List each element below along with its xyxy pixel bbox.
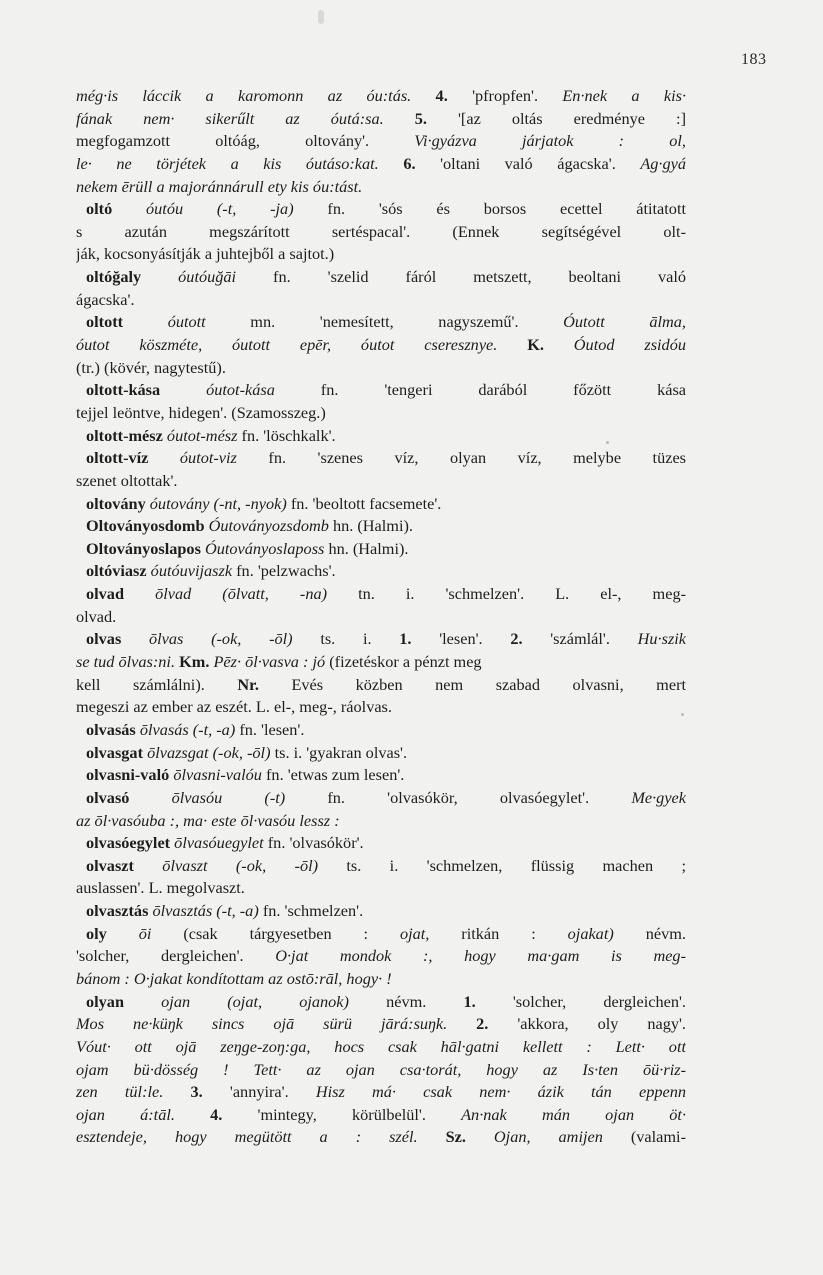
definition-text: fn. 'pelzwachs'. [236,561,336,581]
dialect-form: óutóuğāi [178,267,274,287]
text-line [76,447,686,470]
dialect-form: ōlvazsgat (-ok, -ōl) [147,742,275,762]
text-line [76,900,686,923]
headword: Oltoványosdomb [86,516,209,536]
headword: olvasgat [86,742,148,762]
dialect-form: óutott [167,312,251,332]
definition-text: 'solcher, dergleichen'. [512,991,686,1011]
definition-text: 'mintegy, körülbelül'. [257,1104,462,1124]
definition-text: (valami- [630,1127,686,1147]
definition-text: 'annyira'. [229,1082,316,1102]
dialect-form: óutot-kása [206,380,321,400]
definition-text: kell számlálni). [76,674,238,694]
dialect-form: Óutott ālma, [563,312,686,332]
text-line [76,538,686,561]
definition-text: ritkán : [461,923,568,943]
headword: 1. [399,629,440,649]
text-line [76,628,686,651]
text-line [76,334,686,357]
text-line [76,742,686,765]
dialect-form: Vóut· ott ojā zeŋge-zoŋ:ga, hocs csak hāl·gatni kellett : Lett· ott [76,1036,686,1056]
dialect-form: ōlvasztás (-t, -a) [152,901,263,921]
definition-text: fn. 'olvasókör'. [267,833,364,853]
text-line [76,1059,686,1082]
definition-text: fn. 'olvasókör, olvasóegylet'. [327,787,632,807]
dialect-form: se tud ōlvas:ni. [76,652,180,672]
headword: oltóviasz [86,561,151,581]
dialect-form: ōlvasóuegylet [174,833,268,853]
definition-text: fn. 'etwas zum lesen'. [266,765,405,785]
text-line [76,855,686,878]
definition-text: Evés közben nem szabad olvasni, mert [291,674,686,694]
definition-text: ts. i. 'gyakran olvas'. [274,742,408,762]
definition-text: megeszi az ember az eszét. L. el-, meg-, ráolvas. [76,697,392,717]
dialect-form: óutot-mész [166,425,242,445]
headword: oltott-kása [86,380,207,400]
headword: 1. [463,991,513,1011]
headword: olvaszt [86,855,163,875]
definition-text: (fizetéskor a pénzt meg [329,652,482,672]
dialect-form: bánom : O·jakat kondítottam az ostō:rāl, hogy· ! [76,968,392,988]
definition-text: mn. 'nemesített, nagyszemű'. [250,312,564,332]
text-line [76,379,686,402]
text-line [76,764,686,787]
text-line [76,311,686,334]
headword: olyan [86,991,162,1011]
headword: oltó [86,199,147,219]
definition-text: olvad. [76,606,117,626]
definition-text: 'oltani való ágacska'. [440,153,641,173]
definition-text: hn. (Halmi). [328,538,409,558]
definition-text: fn. 'beoltott facsemete'. [290,493,442,513]
headword: K. [527,335,574,355]
definition-text: auslassen'. L. megolvaszt. [76,878,245,898]
headword: 5. [414,108,458,128]
text-line [76,787,686,810]
dialect-form: ojat, [399,923,462,943]
dialect-form: Ojan, amijen [493,1127,631,1147]
dialect-form: ōlvad (ōlvatt, -na) [155,584,359,604]
headword: Oltoványoslapos [86,538,205,558]
text-line [76,198,686,221]
headword: 3. [190,1082,230,1102]
text-line [76,674,686,697]
dialect-form: O·jat mondok :, hogy ma·gam is meg- [275,946,686,966]
dialect-form: Me·gyek [631,787,686,807]
dialect-form: Hu·szik [637,629,686,649]
dialect-form: Vi·gyázva járjatok : ol, [414,131,686,151]
definition-text: névm. [645,923,686,943]
dialect-form: Óutod zsidóu [573,335,686,355]
text-line [76,810,686,833]
text-line [76,493,686,516]
definition-text: fn. 'szelid fáról metszett, beoltani való [273,267,686,287]
dialect-form: óutóu (-t, -ja) [146,199,328,219]
dialect-form: Pēz· ōl·vasva : jó [213,652,330,672]
dialect-form: ojan (ojat, ojanok) [161,991,387,1011]
text-line [76,176,686,199]
text-line [76,357,686,380]
dialect-form: fának nem· sikerűlt az óutá:sa. [76,108,415,128]
text-line [76,470,686,493]
definition-text: fn. 'schmelzen'. [262,901,364,921]
dialect-form: ojam bü·dösség ! Tett· az ojan csa·torát, hogy az Is·ten ōü·riz- [76,1059,686,1079]
dialect-form: óutot köszméte, óutott epēr, óutot cseresznye. [76,335,528,355]
headword: olvasni-való [86,765,174,785]
text-line [76,108,686,131]
headword: 6. [403,153,441,173]
dialect-form: óutovány (-nt, -nyok) [149,493,291,513]
dialect-form: Hisz má· csak nem· ázik tán eppenn [315,1082,686,1102]
definition-text: fn. 'szenes víz, olyan víz, melybe tüzes [268,448,686,468]
headword: Sz. [445,1127,494,1147]
definition-text: hn. (Halmi). [332,516,413,536]
dialect-form: Mos ne·küŋk sincs ojā sürü jārá:suŋk. [76,1014,477,1034]
definition-text: tn. i. 'schmelzen'. L. el-, meg- [358,584,686,604]
text-line [76,153,686,176]
text-line [76,1126,686,1149]
definition-text: 'számlál'. [550,629,638,649]
dialect-form: ōlvasóu (-t) [171,787,328,807]
text-line [76,583,686,606]
dialect-form: óutot-viz [179,448,269,468]
dialect-form: En·nek a kis· [562,86,686,105]
headword: oltóğaly [86,267,179,287]
text-line [76,1036,686,1059]
headword: Nr. [237,674,292,694]
text-line [76,85,686,108]
definition-text: 'lesen'. [439,629,511,649]
dialect-form: An·nak mán ojan öt· [461,1104,686,1124]
text-line [76,515,686,538]
definition-text: (tr.) (kövér, nagytestű). [76,357,226,377]
paper-smudge [318,10,324,24]
definition-text: 'akkora, oly nagy'. [517,1014,686,1034]
dialect-form: ōlvasás (-t, -a) [139,719,240,739]
text-line [76,923,686,946]
text-line [76,560,686,583]
dictionary-text-block [76,85,686,1149]
headword: olvas [86,629,149,649]
text-line [76,719,686,742]
text-line [76,130,686,153]
definition-text: '[az oltás eredménye :] [458,108,686,128]
dialect-form: ōlvasni-valóu [173,765,267,785]
text-line [76,1104,686,1127]
headword: olvad [86,584,156,604]
dialect-form: Ag·gyá [640,153,686,173]
headword: oltott-víz [86,448,180,468]
dialect-form: óutóuvijaszk [150,561,237,581]
text-line [76,425,686,448]
headword: 2. [476,1014,518,1034]
dialect-form: ōi [138,923,184,943]
dialect-form: esztendeje, hogy megütött a : szél. [76,1127,446,1147]
definition-text: megfogamzott oltóág, oltovány'. [76,131,415,151]
text-line [76,221,686,244]
dialect-form: ōlvaszt (-ok, -ōl) [162,855,347,875]
text-line [76,651,686,674]
definition-text: tejjel leöntve, hidegen'. (Szamosszeg.) [76,402,326,422]
headword: 2. [510,629,551,649]
definition-text: fn. 'löschkalk'. [241,425,336,445]
dialect-form: az ōl·vasóuba :, ma· este ōl·vasóu lessz : [76,810,340,830]
text-line [76,696,686,719]
definition-text: fn. 'sós és borsos ecettel átitatott [327,199,686,219]
headword: 4. [435,86,473,105]
definition-text: s azután megszárított sertéspacal'. (Ennek segítségével olt- [76,221,686,241]
dialect-form: Óutoványoslaposs [204,538,329,558]
definition-text: (csak tárgyesetben : [183,923,400,943]
definition-text: ágacska'. [76,289,135,309]
headword: oltott-mész [86,425,167,445]
headword: olvasztás [86,901,153,921]
definition-text: szenet oltottak'. [76,470,178,490]
headword: olvasó [86,787,172,807]
definition-text: 'solcher, dergleichen'. [76,946,276,966]
text-line [76,266,686,289]
dialect-form: zen tül:le. [76,1082,191,1102]
text-line [76,606,686,629]
text-line [76,832,686,855]
dialect-form: Óutoványozsdomb [208,516,333,536]
text-line [76,1081,686,1104]
definition-text: ts. i. [320,629,400,649]
text-line [76,945,686,968]
definition-text: fn. 'lesen'. [239,719,305,739]
text-line [76,877,686,900]
text-line [76,289,686,312]
dialect-form: nekem ērüll a majoránnárull ety kis óu:tást. [76,176,363,196]
dialect-form: ojakat) [567,923,646,943]
text-line [76,1013,686,1036]
text-line [76,402,686,425]
definition-text: névm. [386,991,464,1011]
headword: oltovány [86,493,150,513]
definition-text: fn. 'tengeri darából főzött kása [320,380,686,400]
headword: olvasóegylet [86,833,175,853]
definition-text: ts. i. 'schmelzen, flüssig machen ; [346,855,686,875]
headword: oly [86,923,139,943]
definition-text: ják, kocsonyásítják a juhtejből a sajtot.) [76,244,335,264]
text-line [76,243,686,266]
text-line [76,968,686,991]
dialect-form: ōlvas (-ok, -ōl) [149,629,321,649]
definition-text: 'pfropfen'. [472,86,563,105]
headword: oltott [86,312,168,332]
dialect-form: ojan á:tāl. [76,1104,211,1124]
page-number: 183 [741,51,767,68]
text-line [76,991,686,1014]
headword: olvasás [86,719,140,739]
dialect-form: le· ne törjétek a kis óutáso:kat. [76,153,404,173]
headword: 4. [210,1104,258,1124]
headword: Km. [179,652,214,672]
dialect-form: még·is láccik a karomonn az óu:tás. [76,86,436,105]
